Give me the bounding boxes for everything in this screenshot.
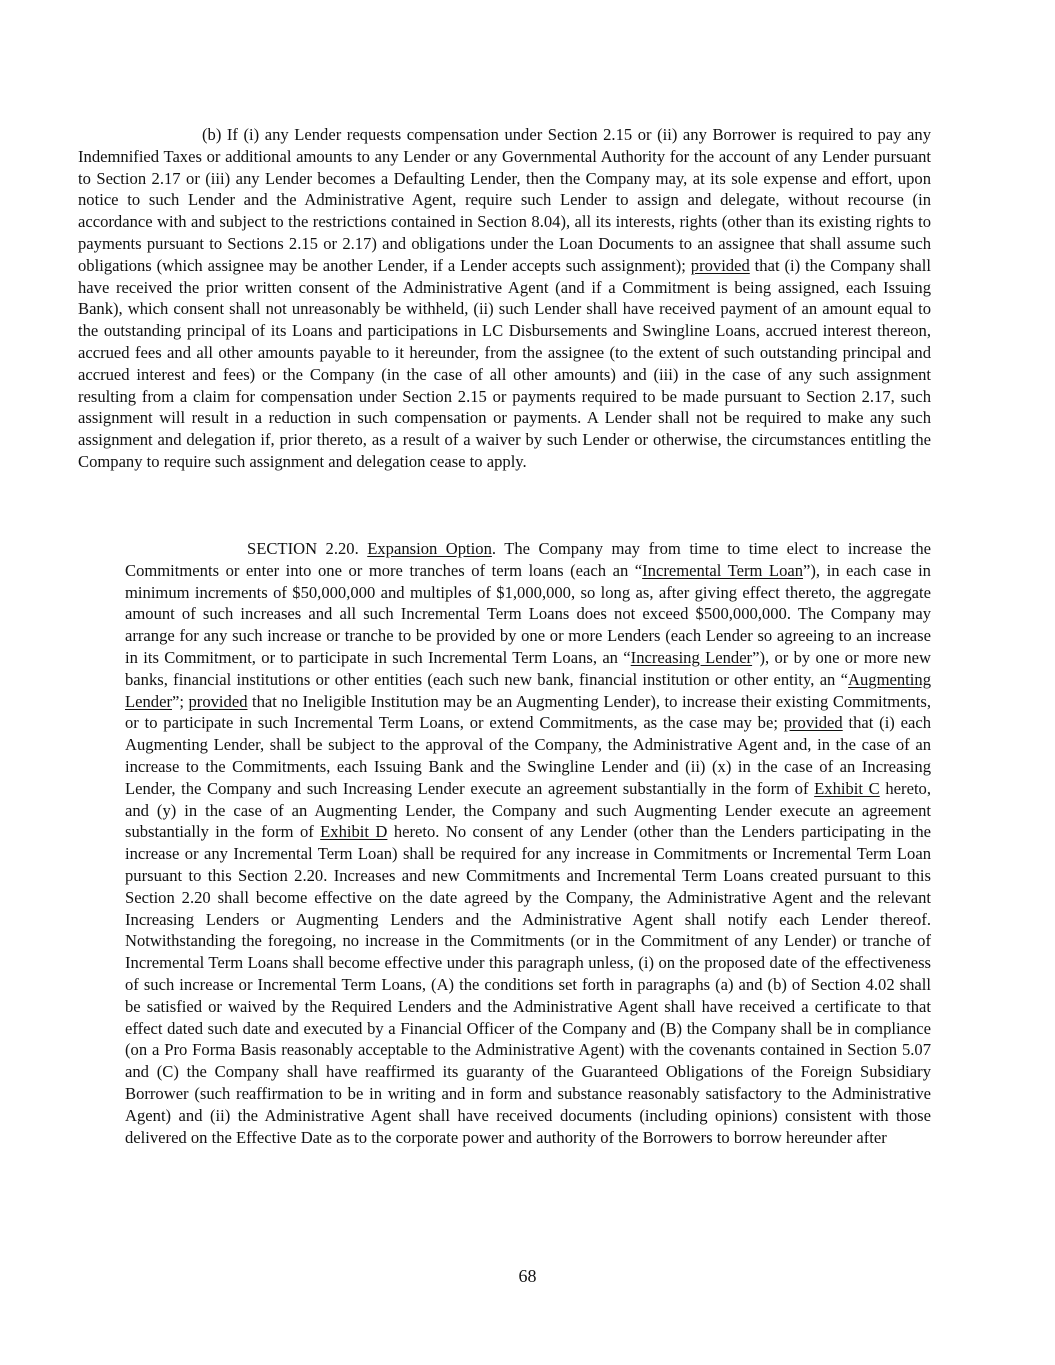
provided-term: provided	[690, 255, 750, 275]
exhibit-c-reference: Exhibit C	[814, 778, 880, 798]
page-number: 68	[518, 1266, 537, 1286]
defined-term-increasing-lender: Increasing Lender	[630, 647, 753, 667]
section-text: ”;	[172, 691, 189, 711]
paragraph-b-text: (b) If (i) any Lender requests compensation under Section 2.15 or (ii) any Borrower is required to pay any Indemnified Taxes or additional amounts to any Lender or any Governmental Authority for the account of any Lender pursuant to Section 2.17 or (iii) any Lender becomes a Defaulting Lender, then the Company may, at its sole expense and effort, upon notice to such Lender and the Administrative Agent, require such Lender to assign and delegate, without recourse (in accordance with and subject to the restrictions contained in Section 8.04), all its interests, rights (other than its existing rights to payments pursuant to Sections 2.15 or 2.17) and obligations under the Loan Documents to an assignee that shall assume such obligations (which assignee may be another Lender, if a Lender accepts such assignment);	[78, 125, 931, 275]
section-text: that (i) each Augmenting Lender, shall be subject to the approval of the Company, the Administrative Agent and, in the case of an increase to the Commitments, each Issuing Bank and the Swingline Lender and (ii) (x) in the case of an Increasing Lender, the Company and such Increasing Lender execute an agreement substantially in the form of	[125, 713, 931, 798]
section-text: that no Ineligible Institution may be an Augmenting Lender), to increase their existing Commitments, or to participate in such Incremental Term Loans, or extend Commitments, as the case may be;	[125, 691, 932, 733]
provided-term: provided	[783, 713, 843, 733]
section-text: ”), or by one or more new banks, financial institutions or other entities (each such new bank, financial institution or other entity, an “	[125, 647, 931, 689]
defined-term-incremental-term-loan: Incremental Term Loan	[642, 560, 804, 580]
section-text: . The Company may from time to time elect to increase the Commitments or enter into one or more tranches of term loans (each an “	[125, 539, 932, 580]
section-text: hereto, and (y) in the case of an Augmenting Lender, the Company and such Augmenting Lender execute an agreement substantially in the form of	[125, 778, 931, 842]
exhibit-d-reference: Exhibit D	[320, 822, 388, 842]
paragraph-b	[78, 124, 931, 473]
section-title: Expansion Option	[367, 539, 492, 558]
section-heading: SECTION 2.20.	[247, 539, 368, 558]
paragraph-b-text: that (i) the Company shall have received the prior written consent of the Administrative Agent (and if a Commitment is being assigned, each Issuing Bank), which consent shall not unreasonably be withheld, (ii) such Lender shall have received payment of an amount equal to the outstanding principal of its Loans and participations in LC Disbursements and Swingline Loans, accrued interest thereon, accrued fees and all other amounts payable to it hereunder, from the assignee (to the extent of such outstanding principal and accrued interest and fees) or the Company (in the case of all other amounts) and (iii) in the case of any such assignment resulting from a claim for compensation under Section 2.15 or payments required to be made pursuant to Section 2.17, such assignment will result in a reduction in such compensation or payments. A Lender shall not be required to make any such assignment and delegation if, prior thereto, as a result of a waiver by such Lender or otherwise, the circumstances entitling the Company to require such assignment and delegation cease to apply.	[78, 255, 931, 471]
defined-term-augmenting-lender: Augmenting Lender	[125, 669, 931, 711]
section-text: ”), in each case in minimum increments of $50,000,000 and multiples of $1,000,000, so long as, after giving effect thereto, the aggregate amount of such increases and all such Incremental Term Loans does not exceed $500,000,000. The Company may arrange for any such increase or tranche to be provided by one or more Lenders (each Lender so agreeing to an increase in its Commitment, or to participate in such Incremental Term Loans, an “	[125, 560, 931, 667]
section-2-20-paragraph	[125, 538, 931, 1148]
section-text: hereto. No consent of any Lender (other than the Lenders participating in the increase or any Incremental Term Loan) shall be required for any increase in Commitments or Incremental Term Loan pursuant to this Section 2.20. Increases and new Commitments and Incremental Term Loans created pursuant to this Section 2.20 shall become effective on the date agreed by the Company, the Administrative Agent and the relevant Increasing Lenders or Augmenting Lenders and the Administrative Agent shall notify each Lender thereof. Notwithstanding the foregoing, no increase in the Commitments (or in the Commitment of any Lender) or tranche of Incremental Term Loans shall become effective under this paragraph unless, (i) on the proposed date of the effectiveness of such increase or Incremental Term Loans, (A) the conditions set forth in paragraphs (a) and (b) of Section 4.02 shall be satisfied or waived by the Required Lenders and the Administrative Agent shall have received a certificate to that effect dated such date and executed by a Financial Officer of the Company and (B) the Company shall be in compliance (on a Pro Forma Basis reasonably acceptable to the Administrative Agent) with the covenants contained in Section 5.07 and (C) the Company shall have reaffirmed its guaranty of the Guaranteed Obligations of the Foreign Subsidiary Borrower (such reaffirmation to be in writing and in form and substance reasonably satisfactory to the Administrative Agent) and (ii) the Administrative Agent shall have received documents (including opinions) consistent with those delivered on the Effective Date as to the corporate power and authority of the Borrowers to borrow hereunder after	[125, 822, 931, 1147]
provided-term: provided	[188, 691, 248, 711]
